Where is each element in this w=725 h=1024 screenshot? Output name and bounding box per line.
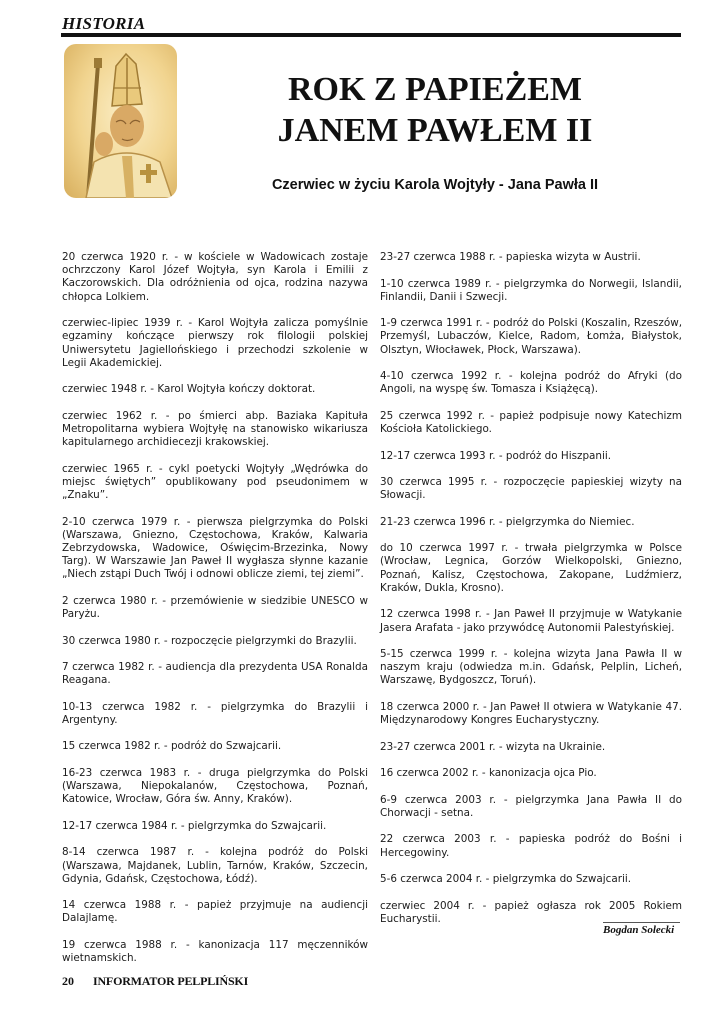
chronology-entry: 25 czerwca 1992 r. - papież podpisuje nowy Katechizm Kościoła Katolickiego. [380,409,682,436]
chronology-entry: czerwiec 2004 r. - papież ogłasza rok 2005 Rokiem Eucharystii. [380,899,682,925]
publication-name: INFORMATOR PELPLIŃSKI [93,974,249,988]
chronology-entry: czerwiec 1948 r. - Karol Wojtyła kończy doktorat. [62,383,316,396]
chronology-entry: do 10 czerwca 1997 r. - trwała pielgrzymka w Polsce (Wrocław, Legnica, Gorzów Wielkopolski, Gniezno, Poznań, Kalisz, Częstochowa, Zakopane, Ludźmierz, Kraków, Dukla, Krosno). [380,542,682,594]
chronology-entry: 15 czerwca 1982 r. - podróż do Szwajcarii. [62,740,282,753]
signature-rule [603,922,680,923]
chronology-entry: 18 czerwca 2000 r. - Jan Paweł II otwiera w Watykanie 47. Międzynarodowy Kongres Eucharystyczny. [380,700,682,727]
chronology-entry: 1-10 czerwca 1989 r. - pielgrzymka do Norwegii, Islandii, Finlandii, Danii i Szwecji. [380,277,682,303]
chronology-entry: 4-10 czerwca 1992 r. - kolejna podróż do Afryki (do Angoli, na wyspę św. Tomasza i Książęcą). [380,370,682,396]
chronology-entry: 5-6 czerwca 2004 r. - pielgrzymka do Szwajcarii. [380,873,632,886]
chronology-entry: 30 czerwca 1980 r. - rozpoczęcie pielgrzymki do Brazylii. [62,634,357,647]
chronology-entry: 10-13 czerwca 1982 r. - pielgrzymka do Brazylii i Argentyny. [62,700,368,726]
page-title-line-1: ROK Z PAPIEŻEM [287,71,583,108]
chronology-entry: czerwiec 1962 r. - po śmierci abp. Baziaka Kapituła Metropolitarna wybiera Wojtyłę na stanowisko wikariusza kapitularnego archidiecezji krakowskiej. [62,409,368,449]
chronology-entry: 16-23 czerwca 1983 r. - druga pielgrzymka do Polski (Warszawa, Niepokalanów, Częstochowa, Poznań, Katowice, Wrocław, Góra św. Anny, Kraków). [62,766,368,806]
right-column [380,251,682,939]
chronology-entry: 12-17 czerwca 1984 r. - pielgrzymka do Szwajcarii. [62,819,327,832]
page-footer [62,974,248,989]
page-number: 20 [62,974,74,988]
chronology-entry: 6-9 czerwca 2003 r. - pielgrzymka Jana Pawła II do Chorwacji - setna. [380,793,682,819]
chronology-entry: 19 czerwca 1988 r. - kanonizacja 117 męczenników wietnamskich. [62,938,368,965]
subtitle: Czerwiec w życiu Karola Wojtyły - Jana Pawła II [271,177,599,193]
section-label: HISTORIA [62,14,146,33]
header-rule [61,33,681,37]
pope-portrait-icon [64,44,177,198]
chronology-entry: 23-27 czerwca 2001 r. - wizyta na Ukrainie. [380,740,606,753]
chronology-entry: 21-23 czerwca 1996 r. - pielgrzymka do Niemiec. [380,515,635,528]
chronology-entry: 16 czerwca 2002 r. - kanonizacja ojca Pio. [380,767,597,780]
chronology-entry: czerwiec-lipiec 1939 r. - Karol Wojtyła zalicza pomyślnie egzaminy kończące pierwszy rok filologii polskiej Uniwersytetu Jagiellońskiego i przechodzi szkolenie w Legii Akademickiej. [62,317,368,369]
chronology-entry: 2 czerwca 1980 r. - przemówienie w siedzibie UNESCO w Paryżu. [62,594,368,621]
page-title-line-2: JANEM PAWŁEM II [277,112,593,149]
chronology-entry: 20 czerwca 1920 r. - w kościele w Wadowicach zostaje ochrzczony Karol Józef Wojtyła, syn Karola i Emilii z Kaczorowskich. Dla odróżnienia od ojca, rodzina nazywa chłopca Lolkiem. [62,251,368,303]
chronology-entry: 30 czerwca 1995 r. - rozpoczęcie papieskiej wizyty na Słowacji. [380,476,682,502]
left-column [62,251,368,979]
chronology-entry: 22 czerwca 2003 r. - papieska podróż do Bośni i Hercegowiny. [380,833,682,859]
chronology-entry: 12-17 czerwca 1993 r. - podróż do Hiszpanii. [380,449,612,462]
chronology-entry: 5-15 czerwca 1999 r. - kolejna wizyta Jana Pawła II w naszym kraju (odwiedza m.in. Gdańsk, Pelplin, Licheń, Warszawę, Bydgoszcz, Toruń). [380,648,682,687]
chronology-entry: 23-27 czerwca 1988 r. - papieska wizyta w Austrii. [380,251,641,263]
chronology-entry: 7 czerwca 1982 r. - audiencja dla prezydenta USA Ronalda Reagana. [62,661,368,687]
author-signature: Bogdan Solecki [603,924,675,936]
chronology-entry: 12 czerwca 1998 r. - Jan Paweł II przyjmuje w Watykanie Jasera Arafata - jako przywódcę Autonomii Palestyńskiej. [380,608,682,634]
chronology-entry: 14 czerwca 1988 r. - papież przyjmuje na audiencji Dalajlamę. [62,899,368,925]
chronology-entry: 2-10 czerwca 1979 r. - pierwsza pielgrzymka do Polski (Warszawa, Gniezno, Częstochowa, Kraków, Kalwaria Zebrzydowska, Wadowice, Oświęcim-Brzezinka, Nowy Targ). W Warszawie Jan Paweł II wygłasza słynne kazanie „Niech zstąpi Duch Twój i odnowi oblicze ziemi, tej ziemi”. [62,515,368,581]
chronology-entry: 8-14 czerwca 1987 r. - kolejna podróż do Polski (Warszawa, Majdanek, Lublin, Tarnów, Kraków, Szczecin, Gdynia, Gdańsk, Częstochowa, Łódź). [62,846,368,885]
chronology-entry: 1-9 czerwca 1991 r. - podróż do Polski (Koszalin, Rzeszów, Przemyśl, Lubaczów, Kielce, Radom, Łomża, Białystok, Olsztyn, Włocławek, Płock, Warszawa). [380,317,682,356]
chronology-entry: czerwiec 1965 r. - cykl poetycki Wojtyły „Wędrówka do miejsc świętych” opublikowany pod pseudonimem w „Znaku”. [62,462,368,502]
